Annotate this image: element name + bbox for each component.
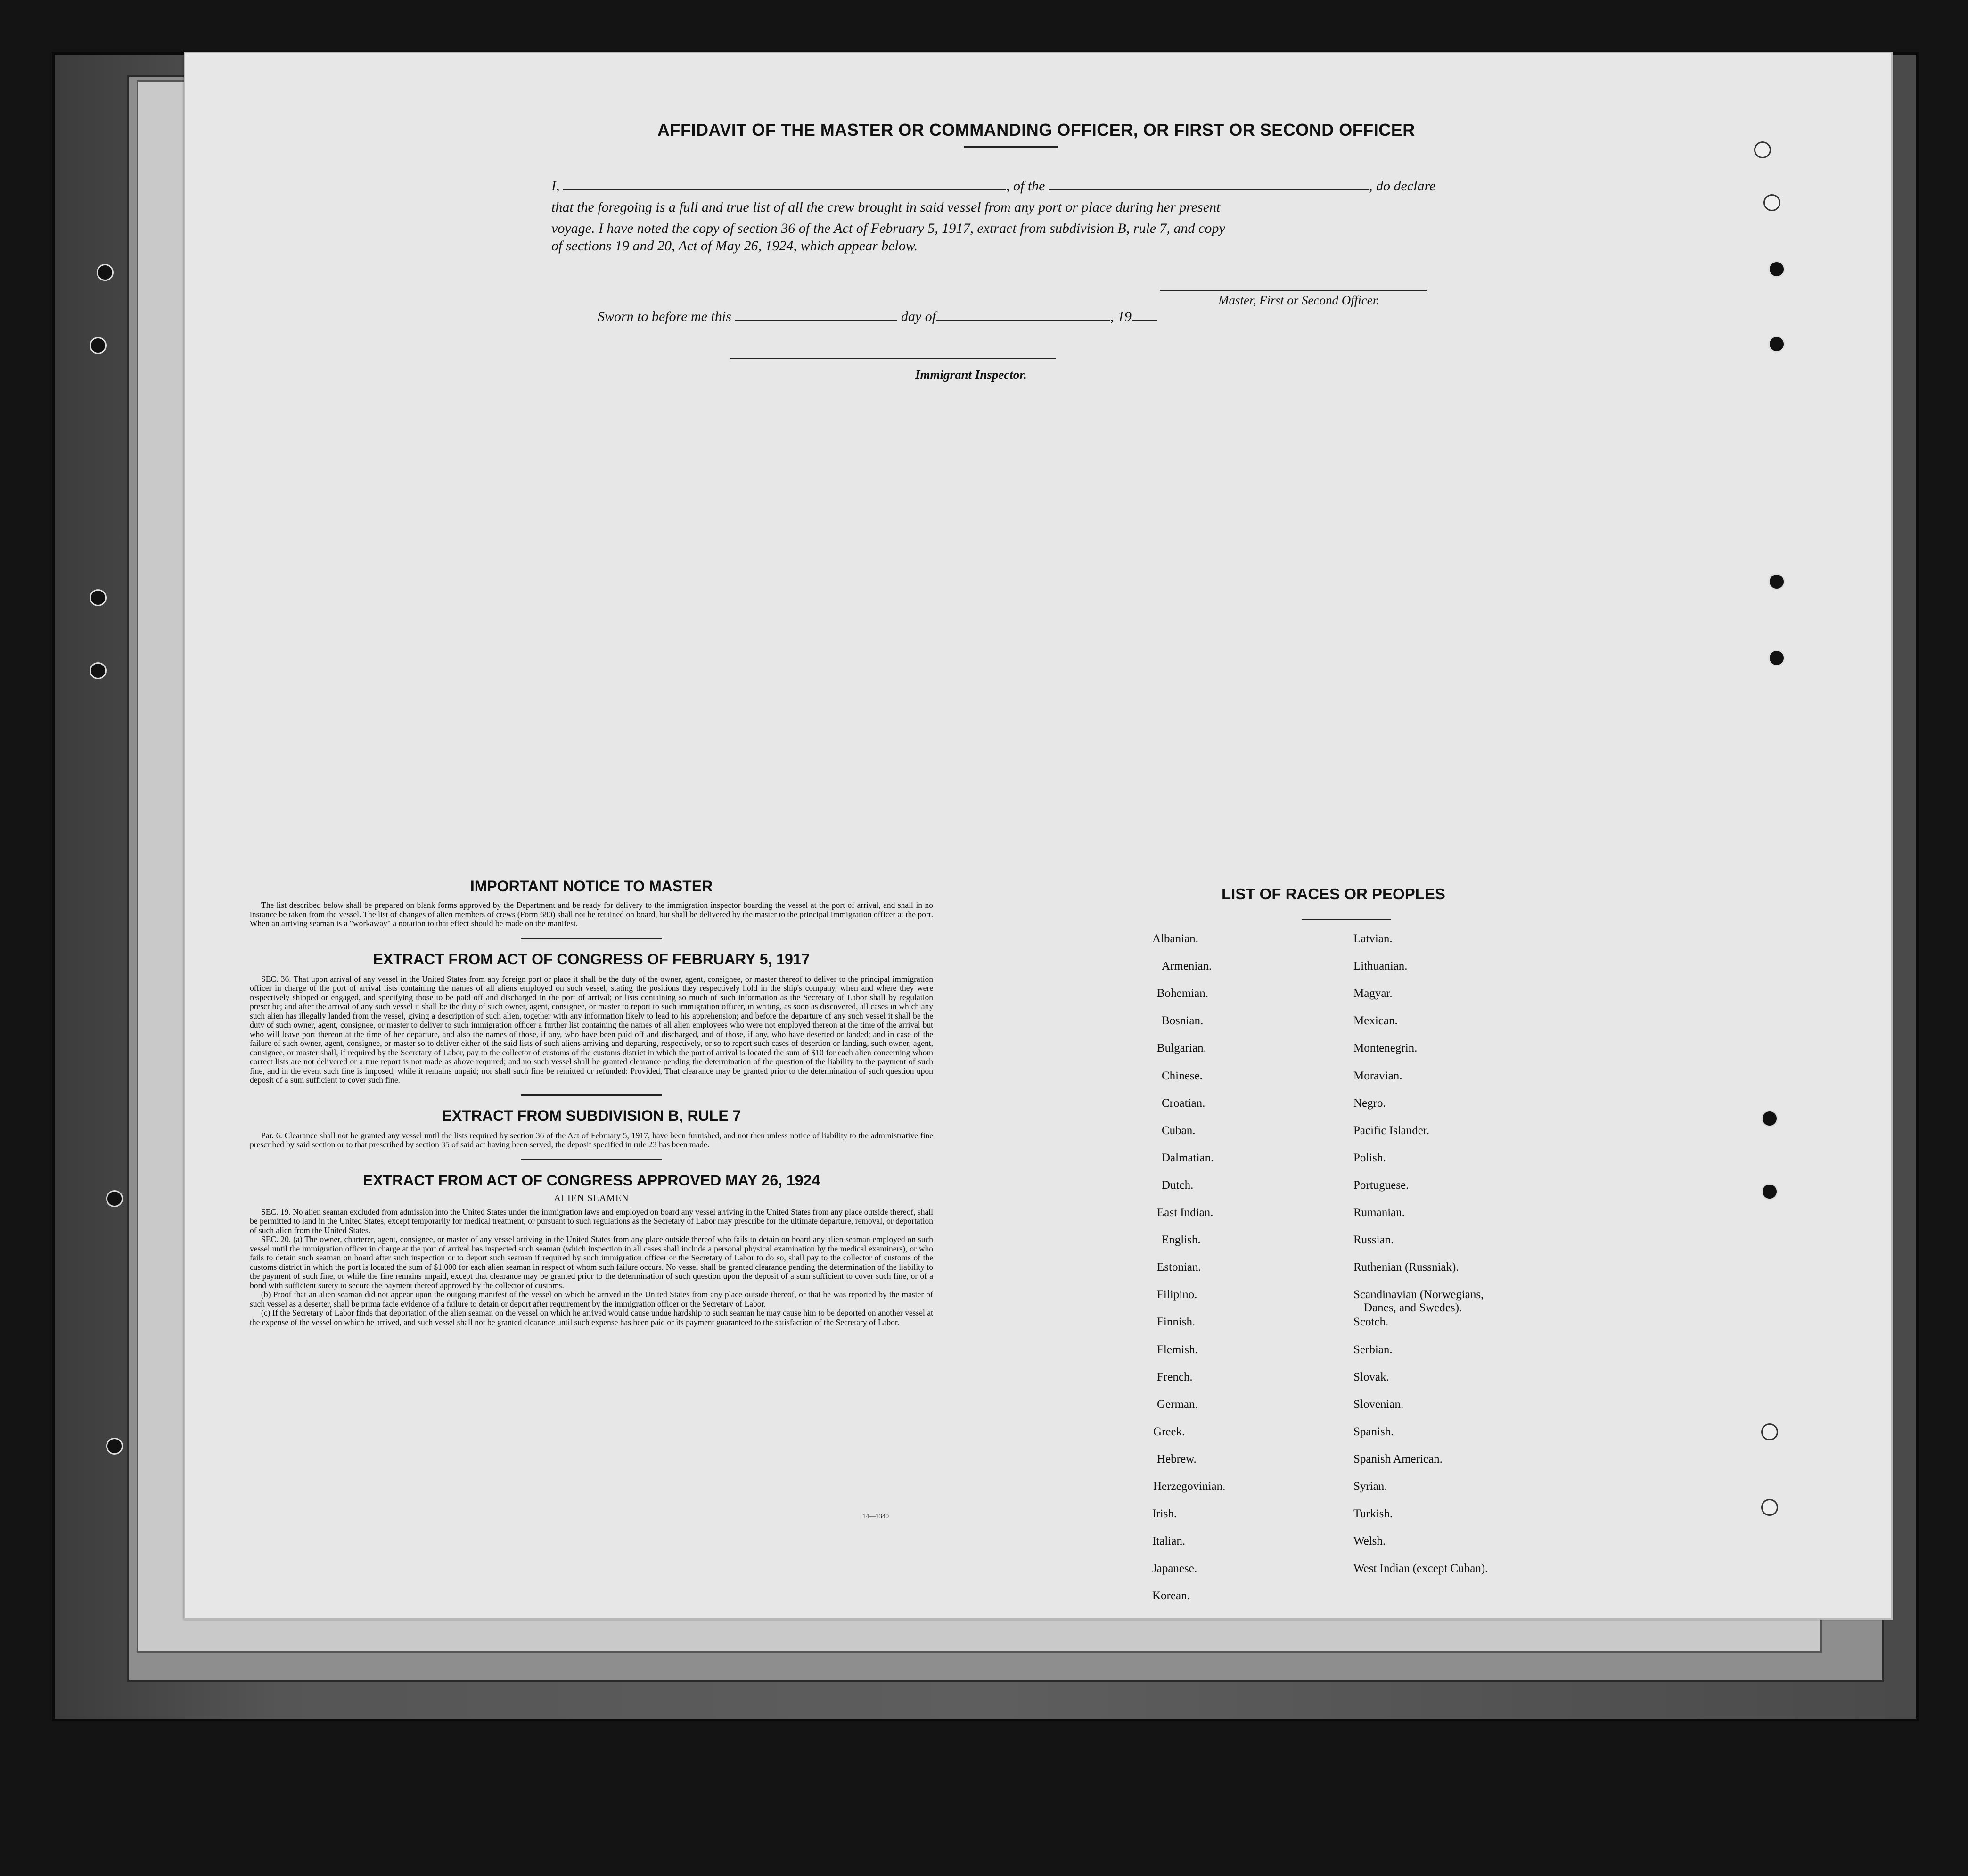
race-item: Scandinavian (Norwegians,: [1353, 1288, 1484, 1301]
race-item: Dalmatian.: [1162, 1152, 1214, 1164]
race-item: Slovak.: [1353, 1371, 1389, 1383]
binder-hole-icon: [1768, 650, 1785, 666]
races-title-underline: [1302, 919, 1391, 920]
affidavit-declare: , do declare: [1369, 178, 1436, 194]
race-item: Albanian.: [1152, 932, 1198, 945]
race-item: Magyar.: [1353, 987, 1393, 1000]
month-blank: [936, 309, 1110, 321]
affidavit-line-1: [551, 178, 1435, 194]
binder-hole-icon: [106, 1438, 123, 1455]
binder-hole-icon: [1761, 1499, 1778, 1516]
inspector-signature-line: [730, 358, 1056, 359]
race-item: French.: [1157, 1371, 1193, 1383]
race-item: Montenegrin.: [1353, 1042, 1418, 1054]
race-item: Finnish.: [1157, 1316, 1196, 1328]
race-item: West Indian (except Cuban).: [1353, 1562, 1488, 1575]
race-item: Lithuanian.: [1353, 960, 1408, 972]
extract-1917-title: EXTRACT FROM ACT OF CONGRESS OF FEBRUARY 5, 1917: [373, 950, 810, 968]
race-item: Filipino.: [1157, 1288, 1197, 1301]
race-item: Bohemian.: [1157, 987, 1209, 1000]
race-item: Polish.: [1353, 1152, 1386, 1164]
race-item: Bulgarian.: [1157, 1042, 1206, 1054]
affidavit-form-page: [184, 52, 1893, 1620]
race-item: Irish.: [1152, 1507, 1177, 1520]
race-item: Scotch.: [1353, 1316, 1389, 1328]
race-item: Portuguese.: [1353, 1179, 1409, 1192]
race-item: Mexican.: [1353, 1014, 1398, 1027]
race-item: English.: [1162, 1234, 1201, 1246]
race-item: Chinese.: [1162, 1070, 1203, 1082]
sworn-day-blank: [735, 309, 897, 321]
name-blank: [563, 178, 1006, 190]
master-label: Master, First or Second Officer.: [1218, 293, 1379, 307]
race-item: Estonian.: [1157, 1261, 1201, 1274]
extract-1924-title: EXTRACT FROM ACT OF CONGRESS APPROVED MAY 26, 1924: [362, 1171, 820, 1189]
divider: [521, 1159, 662, 1160]
affidavit-line-4: of sections 19 and 20, Act of May 26, 1924, which appear below.: [551, 238, 918, 254]
extract-1924-sec20c: (c) If the Secretary of Labor finds that deportation of the alien seaman on the vessel on which he arrived would cause undue hardship to such seaman he may cause him to be deported on another vessel at the expense of the vessel on which he arrived, and such vessel shall not be granted clearance until such expense has been paid or its payment guaranteed to the satisfaction of the Secretary of Labor.: [250, 1308, 933, 1327]
race-item: Negro.: [1353, 1097, 1386, 1110]
binder-hole-icon: [90, 662, 107, 679]
race-item: Korean.: [1152, 1589, 1190, 1602]
vessel-blank: [1049, 178, 1369, 190]
extract-1924-sec19: SEC. 19. No alien seaman excluded from admission into the United States under the immigration laws and employed on board any vessel arriving in the United States from any place outside thereof, shall be permitted to land in the United States, except temporarily for medical treatment, or pursuant to such regulations as the Secretary of Labor may prescribe for the ultimate departure, removal, or deportation of such alien from the United States.: [250, 1207, 933, 1235]
sworn-line: [598, 309, 1157, 325]
race-item: Italian.: [1152, 1535, 1186, 1547]
form-number: 14—1340: [862, 1513, 889, 1520]
extract-rule7-title: EXTRACT FROM SUBDIVISION B, RULE 7: [442, 1107, 741, 1124]
race-item: Slovenian.: [1353, 1398, 1404, 1411]
binder-hole-icon: [1761, 1110, 1778, 1127]
notice-body: The list described below shall be prepared on blank forms approved by the Department and be ready for delivery to the immigration inspector boarding the vessel at the port of arrival, and shall in no instance be taken from the vessel. The list of changes of alien members of crews (Form 680) shall not be retained on board, but shall be delivered by the master to the principal immigration officer at the port. When an arriving seaman is a "workaway" a notation to that effect should be made on the manifest.: [250, 900, 933, 928]
race-item: Dutch.: [1162, 1179, 1194, 1192]
race-item: Rumanian.: [1353, 1206, 1405, 1219]
race-item: Pacific Islander.: [1353, 1124, 1430, 1137]
extract-1924-subtitle: ALIEN SEAMEN: [554, 1193, 629, 1203]
binder-hole-icon: [1761, 1183, 1778, 1200]
race-item: Danes, and Swedes).: [1364, 1301, 1462, 1314]
race-item: Japanese.: [1152, 1562, 1197, 1575]
binder-hole-icon: [90, 589, 107, 606]
race-item: Syrian.: [1353, 1480, 1387, 1493]
divider: [521, 938, 662, 939]
binder-hole-icon: [1763, 194, 1780, 211]
sworn-text: Sworn to before me this: [598, 309, 731, 324]
inspector-label: Immigrant Inspector.: [915, 368, 1027, 382]
affidavit-title: AFFIDAVIT OF THE MASTER OR COMMANDING OFFICER, OR FIRST OR SECOND OFFICER: [657, 120, 1415, 140]
race-item: Croatian.: [1162, 1097, 1205, 1110]
year-blank: [1132, 309, 1157, 321]
binder-hole-icon: [90, 337, 107, 354]
race-item: Flemish.: [1157, 1343, 1198, 1356]
race-item: Bosnian.: [1162, 1014, 1204, 1027]
races-title: LIST OF RACES OR PEOPLES: [1222, 885, 1445, 903]
binder-hole-icon: [1768, 261, 1785, 278]
race-item: Serbian.: [1353, 1343, 1393, 1356]
divider: [521, 1094, 662, 1096]
extract-1924-sec20b: (b) Proof that an alien seaman did not appear upon the outgoing manifest of the vessel on which he arrived in the United States from any place outside thereof, or that he was reported by the master of such vessel as a deserter, shall be prima facie evidence of a failure to detain or deport after requirement by the immigration officer or the Secretary of Labor.: [250, 1290, 933, 1308]
race-item: Hebrew.: [1157, 1453, 1197, 1465]
binder-hole-icon: [1761, 1423, 1778, 1440]
title-underline: [964, 146, 1058, 148]
race-item: East Indian.: [1157, 1206, 1214, 1219]
extract-rule7-body: Par. 6. Clearance shall not be granted any vessel until the lists required by section 36 of the Act of February 5, 1917, have been furnished, and not then unless notice of liability to the administrative fine prescribed by said section or to that prescribed by section 35 of said act having been served, the deposit specified in rule 23 has been made.: [250, 1130, 933, 1149]
affidavit-i: I,: [551, 178, 560, 194]
race-item: German.: [1157, 1398, 1198, 1411]
race-item: Moravian.: [1353, 1070, 1402, 1082]
affidavit-line-3: voyage. I have noted the copy of section 36 of the Act of February 5, 1917, extract from subdivision B, rule 7, and copy: [551, 221, 1225, 236]
race-item: Cuban.: [1162, 1124, 1196, 1137]
binder-hole-icon: [106, 1190, 123, 1207]
extract-1917-body: SEC. 36. That upon arrival of any vessel in the United States from any foreign port or place it shall be the duty of the owner, agent, consignee, or master thereof to deliver to the principal immigration officer in charge of the port of arrival lists containing the names of all aliens employed on such vessel, stating the positions they respectively hold in the ship's company, when and where they were respectively shipped or engaged, and specifying those to be paid off and discharged in the port of arrival; or lists containing so much of such information as the Secretary of Labor shall by regulation prescribe; and after the arrival of any such vessel it shall be the duty of such owner, agent, consignee, or master to report to such immigration officer, in writing, as soon as discovered, all cases in which any such alien has illegally landed from the vessel, giving a description of such alien, together with any information likely to lead to his apprehension; and before the departure of any such vessel it shall be the duty of such owner, agent, consignee, or master to deliver to such immigration officer a further list containing the names of all alien employees who were not employed thereon at the time of the arrival but who will leave port thereon at the time of her departure, and also the names of those, if any, who have been paid off and discharged, and of those, if any, who have deserted or landed; and in case of the failure of such owner, agent, consignee, or master so to deliver either of the said lists of such aliens arriving and departing, respectively, or so to report such cases of desertion or landing, such owner, agent, consignee, or master shall, if required by the Secretary of Labor, pay to the collector of customs of the customs district in which the port of arrival is located the sum of $10 for each alien concerning whom correct lists are not delivered or a true report is not made as above required; and no such vessel shall be granted clearance pending the determination of the question of the liability to the payment of such fine, and in the event such fine is imposed, while it remains unpaid; nor shall such fine be remitted or refunded: Provided, That clearance may be granted prior to the determination of such question upon deposit of a sum sufficient to cover such fine.: [250, 974, 933, 1085]
day-of-text: day of: [901, 309, 936, 324]
race-item: Spanish.: [1353, 1425, 1394, 1438]
race-item: Herzegovinian.: [1153, 1480, 1226, 1493]
binder-hole-icon: [1768, 573, 1785, 590]
race-item: Russian.: [1353, 1234, 1394, 1246]
notice-title: IMPORTANT NOTICE TO MASTER: [470, 878, 713, 895]
affidavit-of-the: , of the: [1006, 178, 1045, 194]
binder-hole-icon: [1754, 141, 1771, 158]
race-item: Latvian.: [1353, 932, 1393, 945]
race-item: Spanish American.: [1353, 1453, 1443, 1465]
binder-hole-icon: [97, 264, 114, 281]
race-item: Armenian.: [1162, 960, 1212, 972]
race-item: Greek.: [1153, 1425, 1185, 1438]
notice-column: [250, 878, 933, 1327]
race-item: Ruthenian (Russniak).: [1353, 1261, 1459, 1274]
year-prefix: , 19: [1110, 309, 1132, 324]
extract-1924-sec20a: SEC. 20. (a) The owner, charterer, agent, consignee, or master of any vessel arriving in the United States from any place outside thereof who fails to detain on board any alien seaman employed on such vessel until the immigration officer in charge at the port of arrival has inspected such seaman (which inspection in all cases shall include a personal physical examination by the medical examiners), or who fails to detain such seaman on board after such inspection or to deport such seaman if required by such immigration officer or the Secretary of Labor to do so, shall pay to the collector of customs of the customs district in which the port is located the sum of $1,000 for each alien seaman in respect of whom such failure occurs. No vessel shall be granted clearance pending the determination of the liability to the payment of such fine, or while the fine remains unpaid, except that clearance may be granted prior to the determination of such question upon the deposit of a sum sufficient to cover such fine, or of a bond with sufficient surety to secure the payment thereof approved by the collector of customs.: [250, 1234, 933, 1290]
race-item: Welsh.: [1353, 1535, 1386, 1547]
race-item: Turkish.: [1353, 1507, 1393, 1520]
master-signature-line: [1160, 290, 1427, 291]
binder-hole-icon: [1768, 336, 1785, 353]
affidavit-line-2: that the foregoing is a full and true list of all the crew brought in said vessel from any port or place during her present: [551, 199, 1221, 215]
